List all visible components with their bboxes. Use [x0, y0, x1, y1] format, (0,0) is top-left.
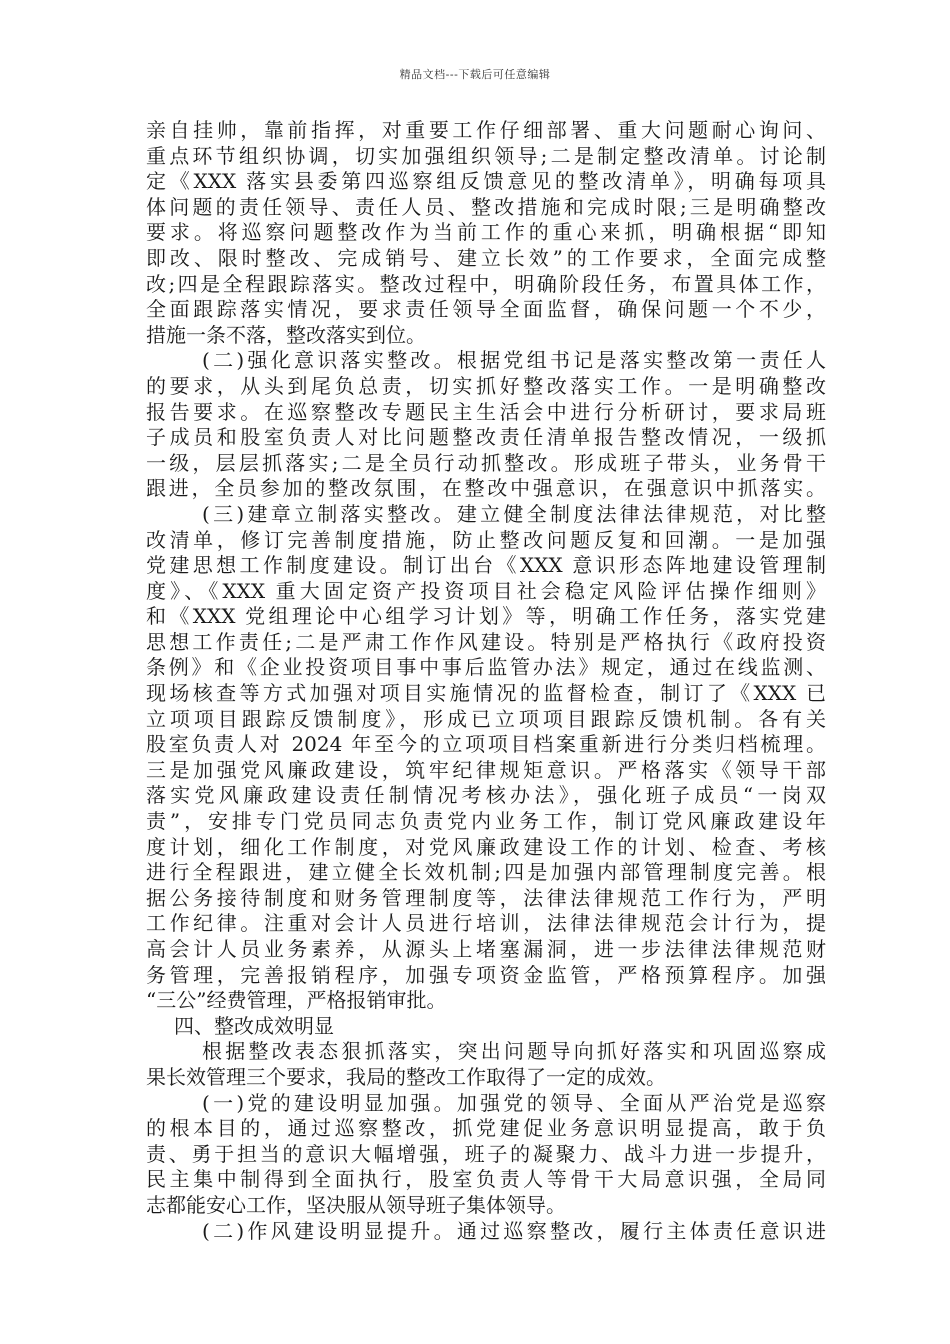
text-line: “三公”经费管理，严格报销审批。 — [146, 988, 447, 1013]
text-line: 全面跟踪落实情况，要求责任领导全面监督，确保问题一个不少， — [146, 297, 826, 322]
text-line: 一级，层层抓落实;二是全员行动抓整改。形成班子带头，业务骨干 — [146, 450, 826, 475]
text-line: (三)建章立制落实整改。建立健全制度法律法律规范，对比整 — [202, 501, 826, 526]
text-line: 党建思想工作制度建设。制订出台《XXX 意识形态阵地建设管理制 — [146, 553, 826, 578]
text-line: 定《XXX 落实县委第四巡察组反馈意见的整改清单》，明确每项具 — [146, 169, 826, 194]
text-line: 亲自挂帅，靠前指挥，对重要工作仔细部署、重大问题耐心询问、 — [146, 118, 826, 142]
text-line: (一)党的建设明显加强。加强党的领导、全面从严治党是巡察 — [202, 1090, 826, 1115]
text-line: 体问题的责任领导、责任人员、整改措施和完成时限;三是明确整改 — [146, 194, 826, 219]
text-line: 责”，安排专门党员同志负责党内业务工作，制订党风廉政建设年 — [146, 809, 826, 834]
text-line: 改清单，修订完善制度措施，防止整改问题反复和回潮。一是加强 — [146, 527, 826, 552]
text-line: 进行全程跟进，建立健全长效机制;四是加强内部管理制度完善。根 — [146, 860, 826, 885]
text-line: 四、整改成效明显 — [174, 1013, 334, 1038]
text-line: 跟进，全员参加的整改氛围，在整改中强意识，在强意识中抓落实。 — [146, 476, 826, 501]
text-line: (二)作风建设明显提升。通过巡察整改，履行主体责任意识进 — [202, 1218, 826, 1243]
text-line: 的要求，从头到尾负总责，切实抓好整改落实工作。一是明确整改 — [146, 373, 826, 398]
text-line: 措施一条不落，整改落实到位。 — [146, 322, 426, 347]
text-line: (二)强化意识落实整改。根据党组书记是落实整改第一责任人 — [202, 348, 826, 373]
text-line: 工作纪律。注重对会计人员进行培训，法律法律规范会计行为，提 — [146, 911, 826, 936]
page-header: 精品文档---下载后可任意编辑 — [399, 68, 551, 81]
text-line: 的根本目的，通过巡察整改，抓党建促业务意识明显提高，敢于负 — [146, 1116, 826, 1141]
text-line: 度计划，细化工作制度，对党风廉政建设工作的计划、检查、考核 — [146, 834, 826, 859]
text-line: 民主集中制得到全面执行，股室负责人等骨干大局意识强，全局同 — [146, 1167, 826, 1192]
text-line: 落实党风廉政建设责任制情况考核办法》，强化班子成员“一岗双 — [146, 783, 826, 808]
text-line: 根据整改表态狠抓落实，突出问题导向抓好落实和巩固巡察成 — [202, 1039, 826, 1064]
text-line: 果长效管理三个要求，我局的整改工作取得了一定的成效。 — [146, 1064, 666, 1089]
document-body — [146, 118, 826, 1244]
text-line: 重点环节组织协调，切实加强组织领导;二是制定整改清单。讨论制 — [146, 143, 826, 168]
text-line: 务管理，完善报销程序，加强专项资金监管，严格预算程序。加强 — [146, 962, 826, 987]
text-line: 度》、《XXX 重大固定资产投资项目社会稳定风险评估操作细则》 — [146, 578, 826, 603]
text-line: 即改、限时整改、完成销号、建立长效”的工作要求，全面完成整 — [146, 245, 826, 270]
text-line: 高会计人员业务素养，从源头上堵塞漏洞，进一步法律法律规范财 — [146, 937, 826, 961]
text-line: 现场核查等方式加强对项目实施情况的监督检查，制订了《XXX 已 — [146, 681, 826, 706]
text-line: 三是加强党风廉政建设，筑牢纪律规矩意识。严格落实《领导干部 — [146, 757, 826, 782]
text-line: 股室负责人对 2024 年至今的立项项目档案重新进行分类归档梳理。 — [146, 732, 826, 757]
text-line: 改;四是全程跟踪落实。整改过程中，明确阶段任务，布置具体工作， — [146, 271, 826, 296]
text-line: 条例》和《企业投资项目事中事后监管办法》规定，通过在线监测、 — [146, 655, 826, 680]
text-line: 责、勇于担当的意识大幅增强，班子的凝聚力、战斗力进一步提升， — [146, 1141, 826, 1166]
text-line: 思想工作责任;二是严肃工作作风建设。特别是严格执行《政府投资 — [146, 629, 826, 654]
text-line: 立项项目跟踪反馈制度》，形成已立项项目跟踪反馈机制。各有关 — [146, 706, 826, 731]
text-line: 和《XXX 党组理论中心组学习计划》等，明确工作任务，落实党建 — [146, 604, 826, 629]
text-line: 志都能安心工作，坚决服从领导班子集体领导。 — [146, 1192, 566, 1217]
text-line: 报告要求。在巡察整改专题民主生活会中进行分析研讨，要求局班 — [146, 399, 826, 424]
text-line: 子成员和股室负责人对比问题整改责任清单报告整改情况，一级抓 — [146, 425, 826, 450]
text-line: 要求。将巡察问题整改作为当前工作的重心来抓，明确根据“即知 — [146, 220, 826, 245]
text-line: 据公务接待制度和财务管理制度等，法律法律规范工作行为，严明 — [146, 885, 826, 910]
